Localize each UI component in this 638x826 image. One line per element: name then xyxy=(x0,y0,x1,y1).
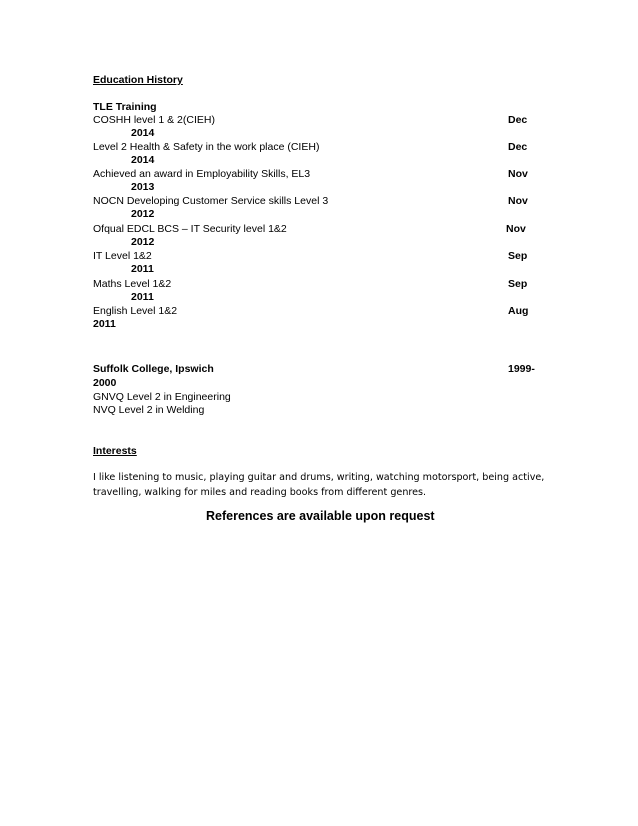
college-qualification: NVQ Level 2 in Welding xyxy=(93,404,205,416)
course-month: Sep xyxy=(508,250,528,262)
course-name: COSHH level 1 & 2(CIEH) xyxy=(93,114,215,126)
course-year: 2012 xyxy=(131,208,155,220)
course-year: 2011 xyxy=(131,263,154,275)
course-name: Achieved an award in Employability Skills, EL3 xyxy=(93,168,311,180)
course-name: NOCN Developing Customer Service skills Level 3 xyxy=(93,195,329,207)
interests-heading: Interests xyxy=(93,445,137,457)
course-month: Nov xyxy=(508,195,528,207)
course-year: 2014 xyxy=(131,127,155,139)
interests-text-line: I like listening to music, playing guitar and drums, writing, watching motorsport, being active, xyxy=(93,472,545,483)
course-year: 2011 xyxy=(131,291,154,303)
course-month: Aug xyxy=(508,305,529,317)
course-name: IT Level 1&2 xyxy=(93,250,152,262)
course-name: Level 2 Health & Safety in the work place (CIEH) xyxy=(93,141,320,153)
tle-heading: TLE Training xyxy=(93,101,157,113)
course-month: Dec xyxy=(508,141,528,153)
course-name: Maths Level 1&2 xyxy=(93,278,172,290)
education-heading: Education History xyxy=(93,74,183,86)
course-name: English Level 1&2 xyxy=(93,305,178,317)
interests-text-line: travelling, walking for miles and reading books from different genres. xyxy=(93,487,427,498)
course-name: Ofqual EDCL BCS – IT Security level 1&2 xyxy=(93,223,287,235)
college-qualification: GNVQ Level 2 in Engineering xyxy=(93,391,231,403)
college-start-year: 1999- xyxy=(508,363,535,375)
course-year: 2012 xyxy=(131,236,155,248)
college-end-year: 2000 xyxy=(93,377,117,389)
course-month: Nov xyxy=(508,168,528,180)
course-month: Sep xyxy=(508,278,528,290)
course-year: 2013 xyxy=(131,181,155,193)
course-month: Dec xyxy=(508,114,528,126)
course-year: 2014 xyxy=(131,154,155,166)
references-note: References are available upon request xyxy=(206,509,435,523)
course-month: Nov xyxy=(506,223,526,235)
college-name: Suffolk College, Ipswich xyxy=(93,363,214,375)
course-year: 2011 xyxy=(93,318,116,330)
